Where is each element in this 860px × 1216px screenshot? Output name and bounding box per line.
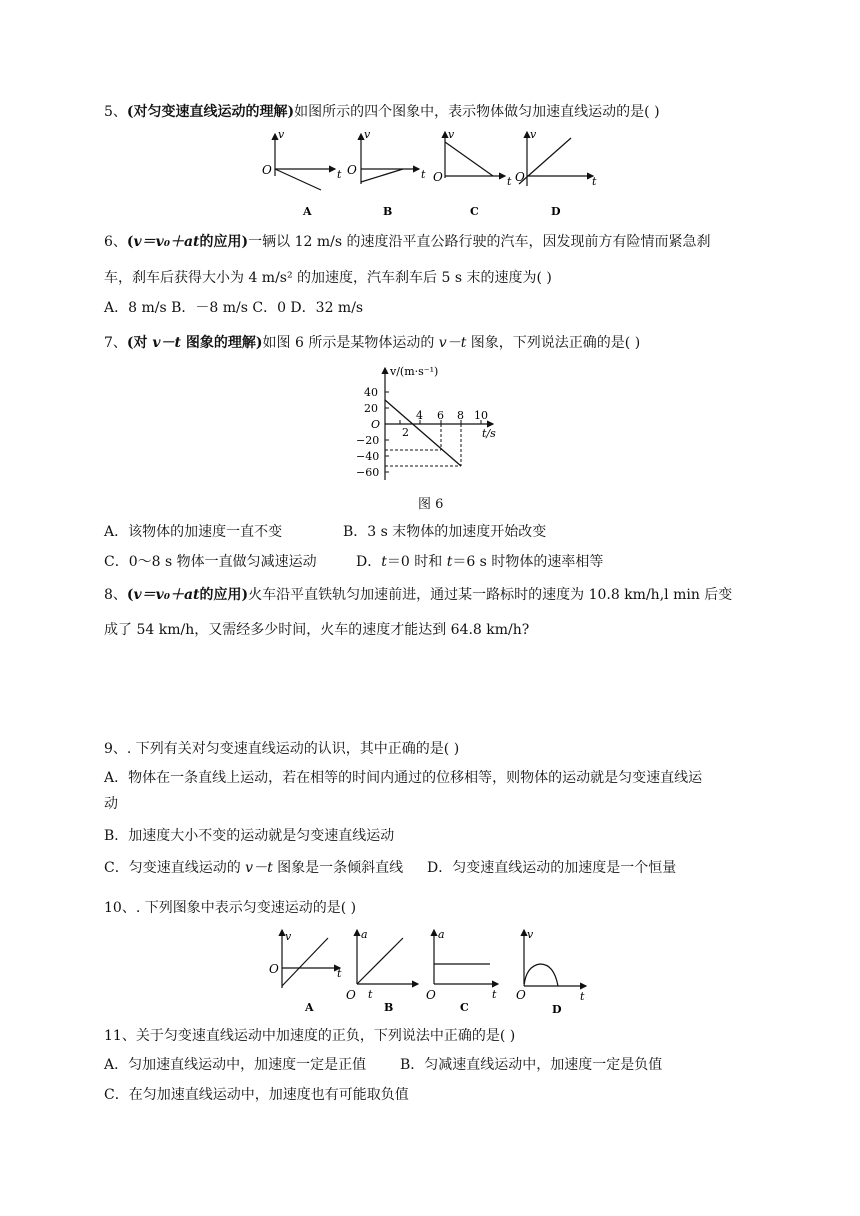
q10-c-origin: O — [426, 988, 436, 1002]
q5-a-xlabel: t — [337, 168, 342, 181]
q10-graph-c — [426, 928, 498, 1014]
q5-a-ylabel: v — [278, 128, 285, 141]
q10-c-xlabel: t — [492, 988, 497, 1001]
q5-c-label: C — [470, 205, 479, 218]
q10-b-origin: O — [346, 988, 356, 1002]
q7-xtick-10: 10 — [474, 409, 488, 422]
q7-ytick-40: 40 — [364, 386, 378, 399]
q5-a-origin: O — [262, 163, 272, 177]
q5-text: 如图所示的四个图象中，表示物体做匀加速直线运动的是( ) — [294, 104, 660, 120]
q5-d-xlabel: t — [592, 175, 597, 188]
q11-stem: 11、关于匀变速直线运动中加速度的正负，下列说法中正确的是( ) — [104, 1028, 516, 1044]
q9-option-d: D．匀变速直线运动的加速度是一个恒量 — [427, 860, 677, 876]
q10-figures — [262, 926, 602, 1018]
q7-xtick-2: 2 — [402, 426, 409, 439]
q8-line2: 成了 54 km/h，又需经多少时间，火车的速度才能达到 64.8 km/h? — [104, 622, 530, 638]
q10-d-label: D — [552, 1003, 562, 1016]
q5-graph-d — [515, 128, 597, 218]
q7-origin: O — [371, 418, 381, 431]
q7-ylabel: v/(m·s⁻¹) — [390, 365, 439, 378]
q10-d-origin: O — [516, 988, 526, 1002]
q10-a-xlabel: t — [337, 967, 342, 980]
q5-graph-b — [347, 128, 426, 218]
q10-d-xlabel: t — [580, 990, 585, 1003]
q5-graph-a — [262, 128, 342, 218]
q6-line2: 车，刹车后获得大小为 4 m/s² 的加速度，汽车刹车后 5 s 末的速度为( ) — [104, 270, 552, 286]
q9-stem: 9、. 下列有关对匀变速直线运动的认识，其中正确的是( ) — [104, 741, 460, 757]
q10-c-ylabel: a — [438, 928, 445, 941]
q5-graph-c — [433, 128, 512, 218]
q5-a-label: A — [303, 205, 312, 218]
q8-text-1: 火车沿平直铁轨匀加速前进，通过某一路标时的速度为 10.8 km/h,l min 后变 — [248, 587, 733, 603]
q10-a-ylabel: v — [285, 930, 292, 943]
q5-c-xlabel: t — [507, 175, 512, 188]
q10-b-xlabel: t — [368, 988, 373, 1001]
q7-stem: 7、(对 v－t 图象的理解)如图 6 所示是某物体运动的 v－t 图象，下列说法正确的是( ) — [104, 335, 641, 351]
q5-d-origin: O — [515, 170, 525, 184]
q7-option-b: B．3 s 末物体的加速度开始改变 — [343, 524, 547, 540]
q7-xtick-4: 4 — [416, 409, 423, 422]
q5-d-ylabel: v — [530, 128, 537, 141]
q8-tag: (v＝v₀＋at的应用) — [126, 587, 249, 603]
q9-option-b: B．加速度大小不变的运动就是匀变速直线运动 — [104, 828, 395, 844]
q7-vt-graph — [335, 362, 505, 486]
q7-tag: (对 v－t 图象的理解) — [126, 335, 263, 351]
q5-c-origin: O — [433, 170, 443, 184]
q9-option-a-1: A．物体在一条直线上运动，若在相等的时间内通过的位移相等，则物体的运动就是匀变速直线运 — [104, 770, 703, 786]
q7-option-d: D．t＝0 时和 t＝6 s 时物体的速率相等 — [356, 554, 604, 570]
q10-a-label: A — [305, 1001, 314, 1014]
q9-option-c: C．匀变速直线运动的 v－t 图象是一条倾斜直线 — [104, 860, 404, 876]
q7-option-a: A．该物体的加速度一直不变 — [104, 524, 283, 540]
q11-option-c: C．在匀加速直线运动中，加速度也有可能取负值 — [104, 1087, 409, 1103]
q6-line1 — [104, 232, 710, 252]
q10-graph-d — [516, 928, 586, 1016]
q7-xlabel: t/s — [482, 427, 496, 440]
q5-stem — [104, 102, 660, 122]
q7-option-c: C．0～8 s 物体一直做匀减速运动 — [104, 554, 317, 570]
q8-number: 8、 — [104, 587, 127, 603]
q7-xtick-8: 8 — [457, 409, 464, 422]
q5-d-label: D — [551, 205, 561, 218]
q5-figures — [255, 128, 605, 220]
q11-option-b: B．匀减速直线运动中，加速度一定是负值 — [400, 1057, 663, 1073]
q7-ytick-neg40: −40 — [356, 450, 380, 463]
q10-graph-b — [346, 928, 418, 1014]
q7-ytick-20: 20 — [364, 402, 378, 415]
q7-ytick-neg20: −20 — [356, 434, 380, 447]
q6-tag: (v＝v₀＋at的应用) — [126, 234, 249, 250]
q9-option-a-2: 动 — [104, 796, 118, 812]
q10-b-ylabel: a — [361, 928, 368, 941]
q6-text-1: 一辆以 12 m/s 的速度沿平直公路行驶的汽车，因发现前方有险情而紧急刹 — [248, 234, 711, 250]
q10-d-ylabel: v — [527, 928, 534, 941]
q8-line1 — [104, 585, 732, 605]
q7-number: 7、 — [104, 335, 127, 351]
q11-option-a: A．匀加速直线运动中，加速度一定是正值 — [104, 1057, 367, 1073]
q5-number: 5、 — [104, 104, 127, 120]
q5-tag: (对匀变速直线运动的理解) — [126, 104, 295, 120]
q7-xtick-6: 6 — [437, 409, 444, 422]
q5-b-origin: O — [347, 163, 357, 177]
q10-a-origin: O — [269, 962, 279, 976]
q5-b-label: B — [383, 205, 393, 218]
q5-b-ylabel: v — [364, 128, 371, 141]
q10-b-label: B — [384, 1001, 394, 1014]
q10-c-label: C — [460, 1001, 469, 1014]
q6-options: A．8 m/s B．－8 m/s C．0 D．32 m/s — [104, 300, 364, 316]
q10-stem: 10、. 下列图象中表示匀变速运动的是( ) — [104, 900, 357, 916]
q7-ytick-neg60: −60 — [356, 466, 380, 479]
q6-number: 6、 — [104, 234, 127, 250]
q7-caption: 图 6 — [418, 497, 444, 512]
q5-c-ylabel: v — [448, 128, 455, 141]
q5-b-xlabel: t — [421, 168, 426, 181]
q10-graph-a — [269, 930, 342, 1014]
